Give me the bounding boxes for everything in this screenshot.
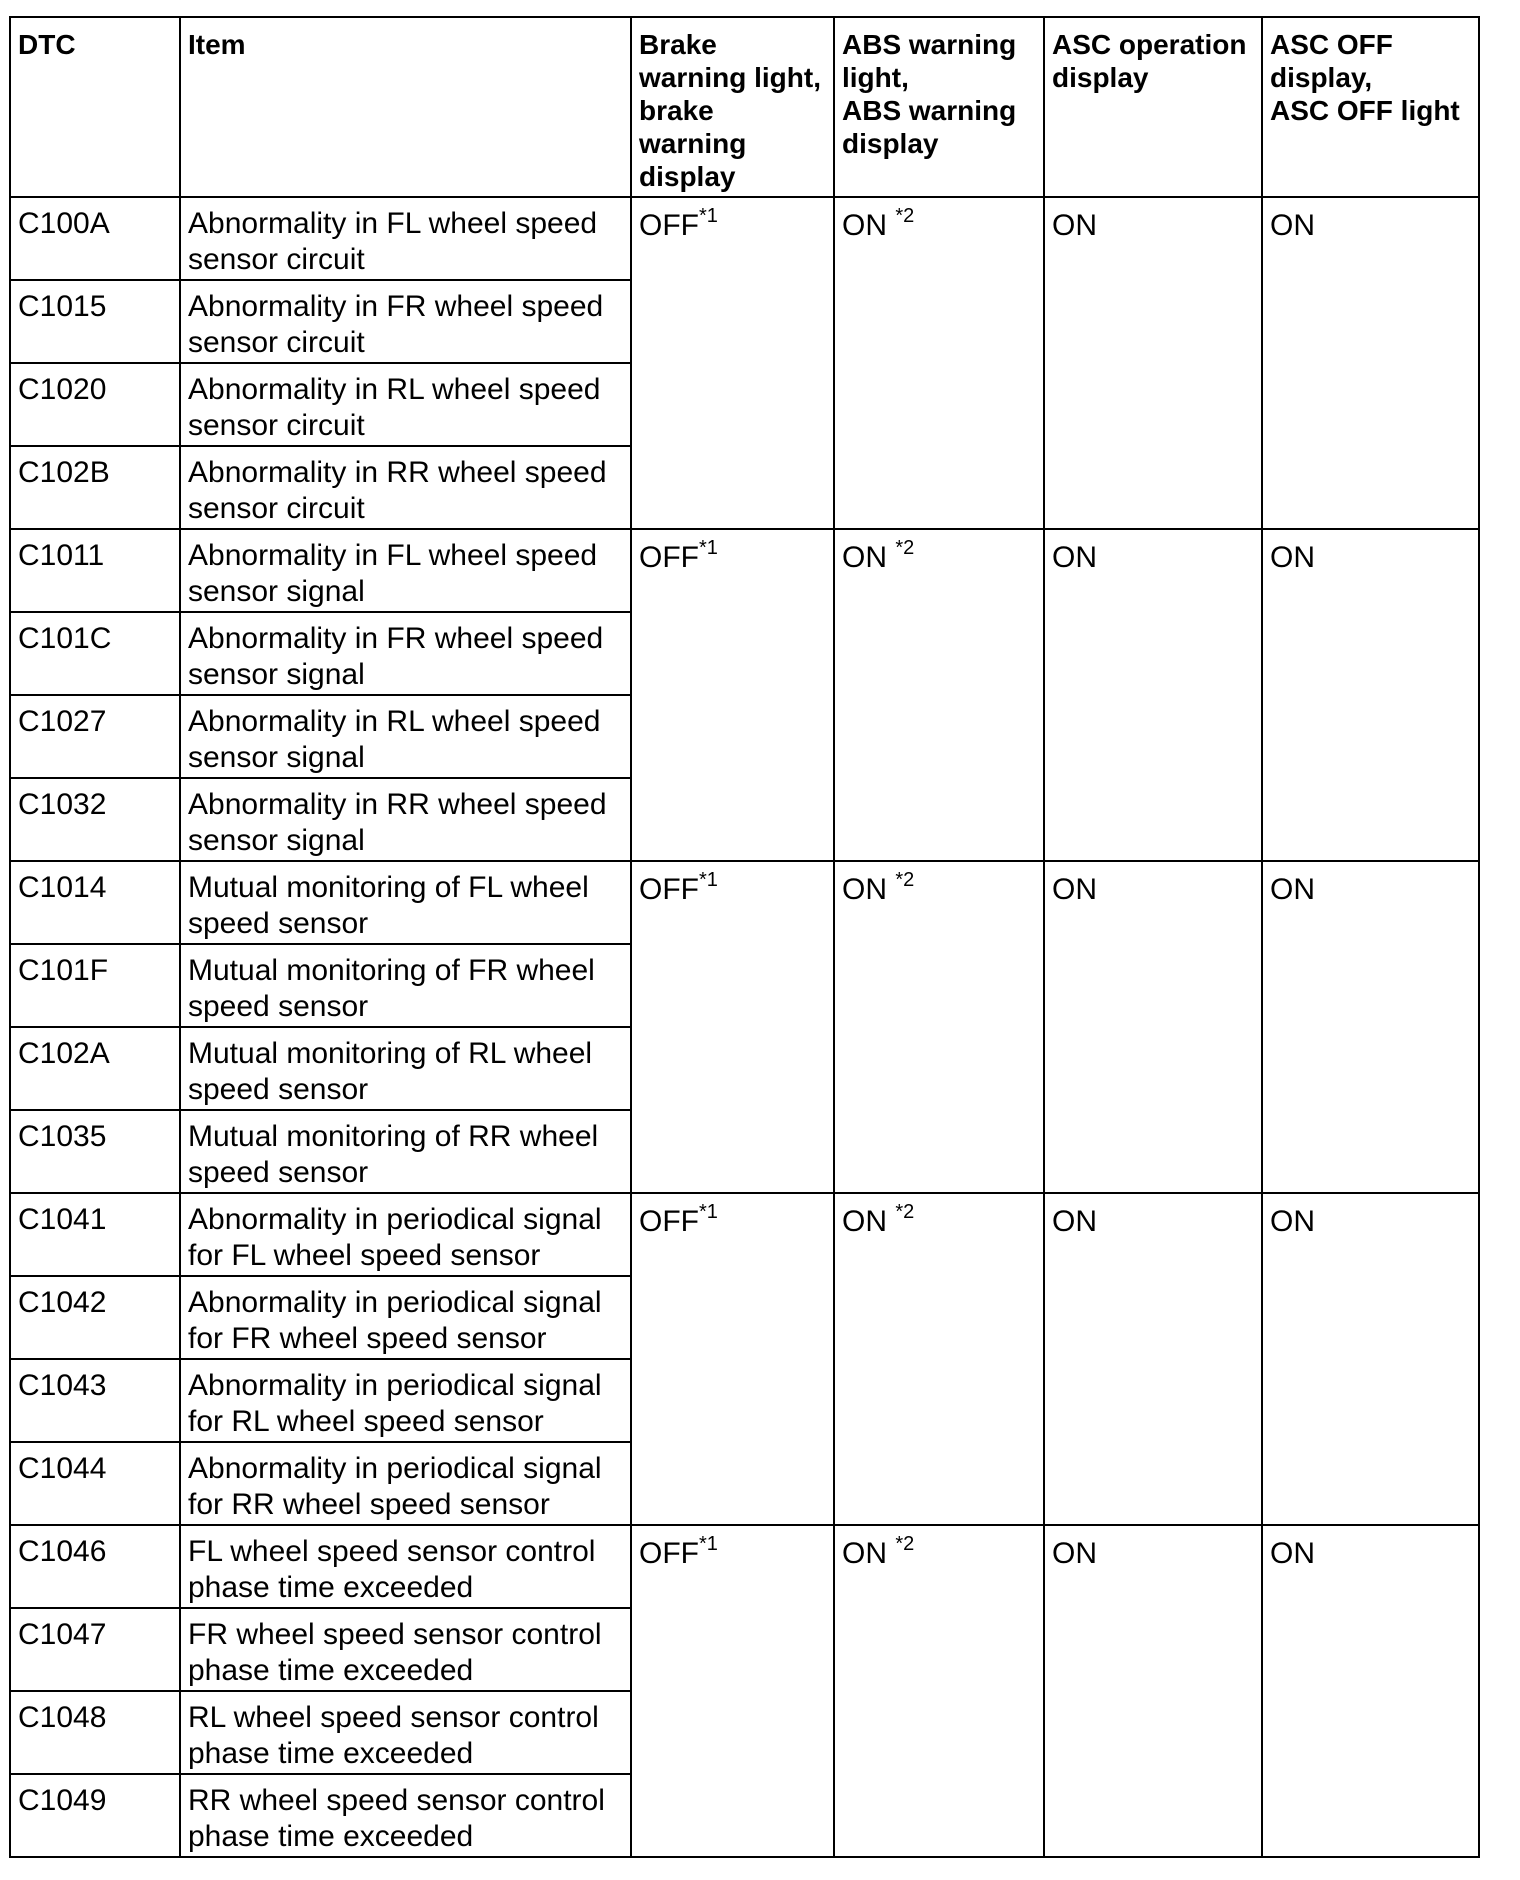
asc-off-status: ON [1262, 861, 1479, 1193]
abs-warning-status [834, 861, 1044, 1193]
dtc-code: C1032 [10, 778, 180, 861]
header-dtc: DTC [10, 17, 180, 197]
dtc-item: Abnormality in RL wheel speed sensor signal [180, 695, 631, 778]
dtc-code: C1044 [10, 1442, 180, 1525]
brake-footnote-marker: *1 [699, 1533, 718, 1555]
brake-warning-status [631, 197, 834, 529]
abs-footnote-marker: *2 [895, 1533, 915, 1555]
dtc-code: C1048 [10, 1691, 180, 1774]
header-item: Item [180, 17, 631, 197]
abs-warning-value: ON [842, 873, 887, 906]
dtc-item: Mutual monitoring of FL wheel speed sensor [180, 861, 631, 944]
table-row [10, 1525, 1479, 1608]
dtc-item: Abnormality in periodical signal for RL wheel speed sensor [180, 1359, 631, 1442]
dtc-code: C1015 [10, 280, 180, 363]
table-row [10, 1193, 1479, 1276]
brake-warning-status [631, 1193, 834, 1525]
abs-warning-value: ON [842, 209, 887, 242]
dtc-item: Abnormality in periodical signal for RR wheel speed sensor [180, 1442, 631, 1525]
brake-warning-status [631, 861, 834, 1193]
asc-operation-status: ON [1044, 197, 1262, 529]
dtc-code: C101F [10, 944, 180, 1027]
abs-warning-value: ON [842, 1537, 887, 1570]
dtc-code: C1027 [10, 695, 180, 778]
abs-warning-status [834, 529, 1044, 861]
dtc-item: Abnormality in periodical signal for FL wheel speed sensor [180, 1193, 631, 1276]
table-row [10, 529, 1479, 612]
dtc-code: C1035 [10, 1110, 180, 1193]
dtc-code: C102B [10, 446, 180, 529]
header-asc-operation: ASC operation display [1044, 17, 1262, 197]
dtc-item: Abnormality in RL wheel speed sensor circuit [180, 363, 631, 446]
dtc-code: C1049 [10, 1774, 180, 1857]
dtc-item: FL wheel speed sensor control phase time exceeded [180, 1525, 631, 1608]
brake-warning-status [631, 529, 834, 861]
asc-off-status: ON [1262, 1193, 1479, 1525]
abs-footnote-marker: *2 [895, 869, 915, 891]
dtc-item: Abnormality in RR wheel speed sensor signal [180, 778, 631, 861]
asc-off-status: ON [1262, 197, 1479, 529]
abs-warning-status [834, 197, 1044, 529]
header-brake-warning: Brake warning light, brake warning display [631, 17, 834, 197]
dtc-code: C100A [10, 197, 180, 280]
asc-operation-status: ON [1044, 1193, 1262, 1525]
brake-warning-value: OFF [639, 1537, 699, 1570]
abs-warning-status [834, 1193, 1044, 1525]
table-row [10, 861, 1479, 944]
abs-footnote-marker: *2 [895, 537, 915, 559]
brake-warning-value: OFF [639, 541, 699, 574]
dtc-code: C1047 [10, 1608, 180, 1691]
brake-footnote-marker: *1 [699, 1201, 718, 1223]
dtc-item: Abnormality in FL wheel speed sensor signal [180, 529, 631, 612]
brake-warning-value: OFF [639, 209, 699, 242]
dtc-item: Abnormality in FL wheel speed sensor circuit [180, 197, 631, 280]
header-abs-warning: ABS warning light, ABS warning display [834, 17, 1044, 197]
dtc-item: Abnormality in RR wheel speed sensor circuit [180, 446, 631, 529]
dtc-code: C102A [10, 1027, 180, 1110]
brake-warning-value: OFF [639, 1205, 699, 1238]
asc-off-status: ON [1262, 529, 1479, 861]
asc-operation-status: ON [1044, 1525, 1262, 1857]
abs-warning-value: ON [842, 1205, 887, 1238]
abs-warning-status [834, 1525, 1044, 1857]
dtc-code: C1046 [10, 1525, 180, 1608]
dtc-item: RL wheel speed sensor control phase time exceeded [180, 1691, 631, 1774]
brake-warning-value: OFF [639, 873, 699, 906]
dtc-item: Abnormality in FR wheel speed sensor circuit [180, 280, 631, 363]
asc-operation-status: ON [1044, 529, 1262, 861]
dtc-item: Mutual monitoring of RL wheel speed sensor [180, 1027, 631, 1110]
table-body [10, 197, 1479, 1857]
abs-footnote-marker: *2 [895, 205, 915, 227]
abs-warning-value: ON [842, 541, 887, 574]
dtc-code: C1014 [10, 861, 180, 944]
dtc-item: Abnormality in periodical signal for FR wheel speed sensor [180, 1276, 631, 1359]
dtc-item: FR wheel speed sensor control phase time exceeded [180, 1608, 631, 1691]
dtc-code: C1043 [10, 1359, 180, 1442]
dtc-code: C1011 [10, 529, 180, 612]
brake-footnote-marker: *1 [699, 869, 718, 891]
dtc-code: C101C [10, 612, 180, 695]
abs-footnote-marker: *2 [895, 1201, 915, 1223]
dtc-code: C1042 [10, 1276, 180, 1359]
dtc-code: C1020 [10, 363, 180, 446]
asc-operation-status: ON [1044, 861, 1262, 1193]
dtc-item: Abnormality in FR wheel speed sensor signal [180, 612, 631, 695]
brake-footnote-marker: *1 [699, 205, 718, 227]
brake-footnote-marker: *1 [699, 537, 718, 559]
dtc-table [9, 16, 1480, 1858]
dtc-item: Mutual monitoring of RR wheel speed sensor [180, 1110, 631, 1193]
table-row [10, 197, 1479, 280]
dtc-code: C1041 [10, 1193, 180, 1276]
brake-warning-status [631, 1525, 834, 1857]
dtc-item: Mutual monitoring of FR wheel speed sensor [180, 944, 631, 1027]
header-row [10, 17, 1479, 197]
asc-off-status: ON [1262, 1525, 1479, 1857]
header-asc-off: ASC OFF display, ASC OFF light [1262, 17, 1479, 197]
dtc-item: RR wheel speed sensor control phase time exceeded [180, 1774, 631, 1857]
